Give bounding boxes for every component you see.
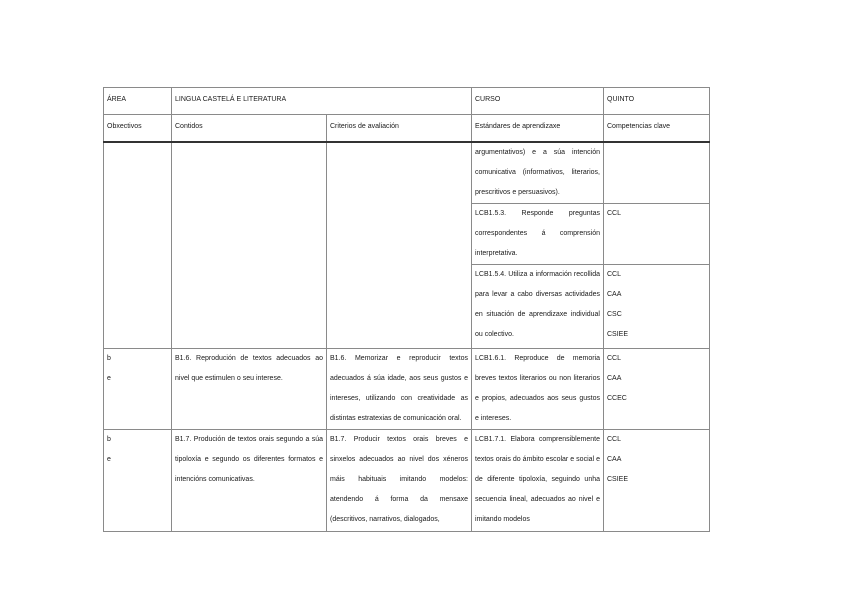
competences-cell (604, 349, 710, 430)
course-value: QUINTO (604, 88, 710, 115)
content-text: B1.7. Produción de textos orais segundo a súa tipoloxía e segundo os diferentes formatos e intencións comunicativas. (172, 430, 327, 532)
objective-code: e (107, 375, 111, 382)
competence-code: CSC (607, 311, 622, 318)
competence-code: CCL (607, 436, 622, 443)
standard-text: LCB1.7.1. Elabora comprensiblemente textos orais do ámbito escolar e social e de diferente tipoloxía, seguindo unha secuencia lineal, adecuados ao nivel e imitando modelos (472, 430, 604, 532)
table-row (104, 142, 710, 204)
area-label: ÁREA (104, 88, 172, 115)
competence-code: CSIEE (607, 331, 629, 338)
standard-text: LCB1.5.4. Utiliza a información recollida para levar a cabo diversas actividades en situación de aprendizaxe individual ou colectivo. (472, 265, 604, 349)
objective-code: b (107, 355, 111, 362)
column-header-criteria: Criterios de avaliación (327, 115, 472, 143)
objective-code: e (107, 456, 111, 463)
competence-code: CAA (607, 375, 622, 382)
content-text: B1.6. Reprodución de textos adecuados ao nivel que estimulen o seu interese. (172, 349, 327, 430)
header-row-area (104, 88, 710, 115)
curriculum-table (103, 87, 710, 532)
header-row-columns (104, 115, 710, 143)
course-label: CURSO (472, 88, 604, 115)
table-row (104, 430, 710, 532)
competence-code: CCL (607, 271, 622, 278)
standard-text: LCB1.5.3. Responde preguntas correspondentes á comprensión interpretativa. (472, 204, 604, 265)
standard-text: LCB1.6.1. Reproduce de memoria breves textos literarios ou non literarios e propios, adecuados aos seus gustos e intereses. (472, 349, 604, 430)
column-header-standards: Estándares de aprendizaxe (472, 115, 604, 143)
competence-code: CSIEE (607, 476, 629, 483)
objectives-cell (104, 142, 172, 349)
standard-text: argumentativos) e a súa intención comunicativa (informativos, literarios, prescritivos e persuasivos). (472, 142, 604, 204)
competences-cell (604, 430, 710, 532)
criteria-cell (327, 142, 472, 349)
competences-cell (604, 265, 710, 349)
area-value: LINGUA CASTELÁ E LITERATURA (172, 88, 472, 115)
competence-code: CCL (607, 210, 622, 217)
objective-code: b (107, 436, 111, 443)
column-header-objectives: Obxectivos (104, 115, 172, 143)
objectives-cell (104, 349, 172, 430)
competence-code: CCL (607, 355, 622, 362)
competences-cell (604, 204, 710, 265)
competence-code: CAA (607, 456, 622, 463)
column-header-contents: Contidos (172, 115, 327, 143)
criterion-text: B1.7. Producir textos orais breves e sinxelos adecuados ao nivel dos xéneros máis habituais imitando modelos: atendendo á forma da mensaxe (descritivos, narrativos, dialogados, (327, 430, 472, 532)
contents-cell (172, 142, 327, 349)
competence-code: CAA (607, 291, 622, 298)
objectives-cell (104, 430, 172, 532)
column-header-competences: Competencias clave (604, 115, 710, 143)
competences-cell (604, 142, 710, 204)
criterion-text: B1.6. Memorizar e reproducir textos adecuados á súa idade, aos seus gustos e intereses, utilizando con creatividade as distintas estratexias de comunicación oral. (327, 349, 472, 430)
competence-code: CCEC (607, 395, 627, 402)
table-row (104, 349, 710, 430)
